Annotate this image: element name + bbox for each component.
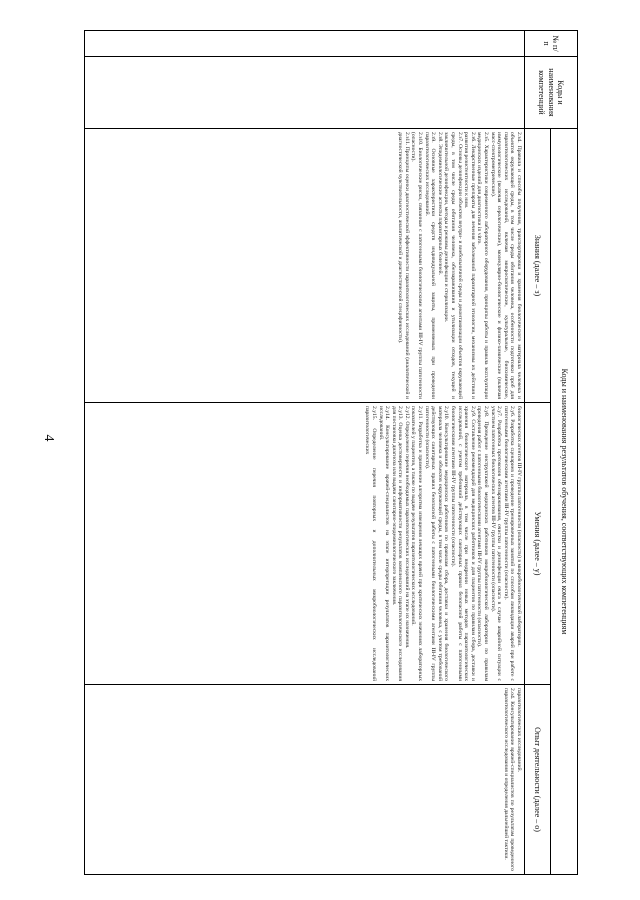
header-experience: Опыт деятельности (далее – о) <box>525 685 552 875</box>
skill-item: 2.у8. Проведение инструктажей медицинских работников микробиологической лаборатории по правилам проведения работ с патогенными биологическими агентами III-IV группы патогенности (опасности). <box>476 406 490 681</box>
header-competency-codes: Коды и наименования компетенций <box>525 57 578 129</box>
skill-item: 2.у15. Определение перечня повторных и дополнительных микробиологических исследований паразитологических <box>364 406 377 681</box>
cell-number <box>85 31 525 57</box>
header-number: № п/п <box>525 31 578 57</box>
header-results-group: Коды и наименования результатов обучения, соответствующих компетенциям <box>551 129 578 875</box>
skill-item: 2.у11. Разработка и применение алгоритма извещения лечащих врачей при критических значениях лабораторных показателей у пациентов, а также по выдаче результатов паразитологических исследований. <box>410 406 424 681</box>
knowledge-item: 2.з4. Правила и способы получения, транспортировки и хранения биологического материала человека и объектов окружающей среды, в том числе среды обитания человека, особенности подготовки проб для паразитологических исследований, включая микроскопические, культуральные, биохимические, иммунологические (включая серологические), молекулярно-биологические и физико-химические (включая масс-спектрометрические). <box>489 132 522 399</box>
header-skills: Умения (далее – у) <box>525 403 552 685</box>
skill-item: 2.у9. Составление рекомендаций для медицинских работников и для пациентов по правилам сбора, доставки и хранения биологического материала, в том числе при внедрении новых методов паразитологических исследований, с учетом требований действующих санитарных правил безопасной работы с патогенными биологическими агентами III-IV группы патогенности (опасности). <box>450 406 476 681</box>
skill-item: 2.у13. Оценка достоверности и информативности результатов комплексного паразитологического исследования для постановки диагноза или выдачи санитарно-эпидемиологического заключения. <box>390 406 404 681</box>
header-row-2 <box>525 31 552 875</box>
skill-item: 2.у6. Разработка сценариев и проведение тренировочных занятий по способам ликвидации аварий при работе с патогенными биологическими агентами III-IV группы патогенности (опасности). <box>502 406 516 681</box>
knowledge-item: 2.з5. Характеристики современного лабораторного оборудования, принципы работы и правила эксплуатации медицинских изделий для диагностики in vitro. <box>476 132 490 399</box>
page-number: 4 <box>41 434 56 442</box>
knowledge-item: 2.з9. Основные характеристики средств индивидуальной защиты, применяемых при проведении паразитологических исследований. <box>423 132 437 399</box>
knowledge-item: 2.з7. Основы дезинфекции объектов внутри- и внебольничной среды и деконтаминации объектов окружающей среды, в том числе среды обитания человека, обеззараживания и утилизации отходов, текущей и заключительной дезинфекции, методы и режимы дезинфекции и стерилизации. <box>443 132 463 399</box>
rotated-table-container <box>84 30 578 874</box>
header-knowledge: Знания (далее – з) <box>525 129 552 403</box>
skill-item: 2.у14. Консультирование врачей-специалистов на этапе интерпретации результатов паразитологических исследований. <box>377 406 391 681</box>
knowledge-item: 2.з6. Лекарственные препараты для лечения заболеваний паразитарной этиологии, механизмы их действия и развития резистентности к ним. <box>463 132 476 399</box>
cell-codes <box>85 57 525 129</box>
skill-item: 2.у7. Разработка протоколов обеззараживания, очистки и дезинфекции очага в случае аварийной ситуации с участием патогенных биологических агентов III-IV группы патогенности (опасности). <box>489 406 503 681</box>
experience-item: паразитологических исследований. <box>516 688 522 772</box>
cell-knowledge <box>85 129 525 403</box>
header-row-1 <box>551 31 578 875</box>
skill-item: 2.у12. Определение перечня необходимых паразитологических исследований на этапе их назначения. <box>403 406 410 649</box>
cell-experience <box>85 685 525 875</box>
knowledge-item: 2.з10. Биологические риски, связанные с патогенными биологическими агентами III-IV группы патогенности (опасности). <box>410 132 424 399</box>
skill-item: 2.у10. Консультирование медицинских работников по правилам сбора, доставки и хранения биологического материала человека и объектов окружающей среды, в том числе среды обитания человека, с учетом требований действующих санитарных правил безопасной работы с патогенными биологическими агентами III-IV группы патогенности (опасности). <box>423 406 450 681</box>
experience-item: 2.о4. Консультирование врачей-специалистов по результатам проведенного паразитологического исследования и определения дальнейшей тактики. <box>502 688 516 871</box>
knowledge-item: 2.з8. Эпидемиологические аспекты паразитарных болезней. <box>436 132 443 276</box>
competencies-table <box>84 30 578 875</box>
skill-item: биологических агентов III-IV группы патогенности (опасности) в микробиологической лаборатории. <box>516 406 522 647</box>
knowledge-item: 2.з11. Принципы оценки диагностической эффективности паразитологических исследований (аналитической и диагностической чувствительности, аналитической и диагностической специфичности). <box>397 132 410 399</box>
cell-skills <box>85 403 525 685</box>
table-row <box>85 31 525 875</box>
